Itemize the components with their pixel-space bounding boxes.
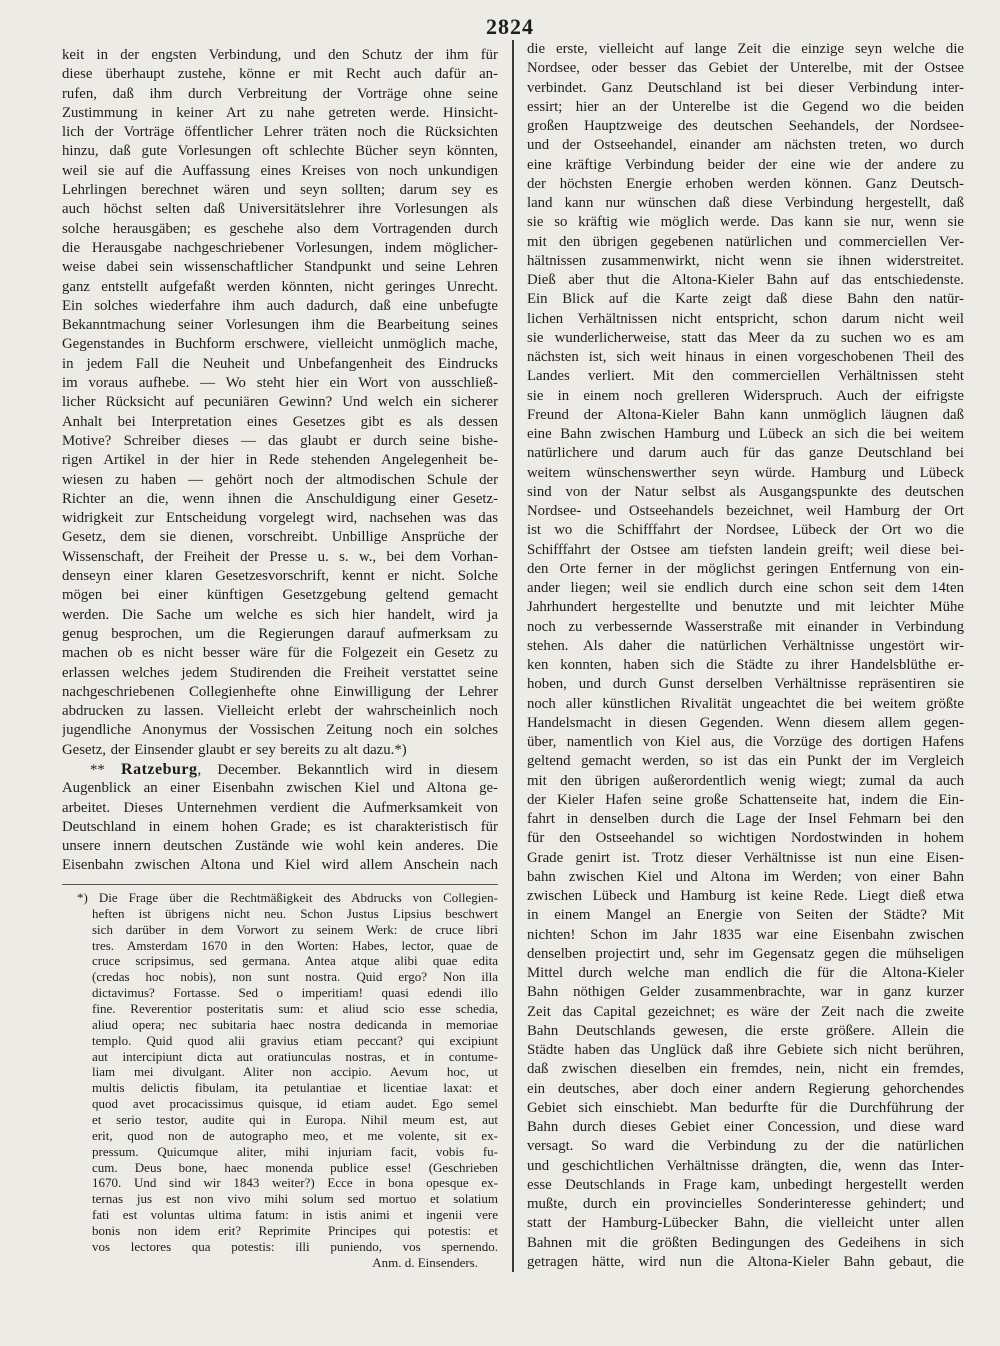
text-line: über, namentlich von Kiel aus, die Vorzüge des dortigen Hafens bbox=[527, 734, 964, 750]
text-line: essirt; hier an der Unterelbe ist die Gegend wo die beiden bbox=[527, 98, 964, 115]
text-line: fahrt in denselben durch die Lage der Insel Fehmarn bei den bbox=[527, 811, 964, 827]
text-line: nichten! Schon im Jahr 1835 war eine Eisenbahn zwischen bbox=[527, 926, 964, 943]
text-line: der Kieler Hafen seine große Schattenseite hat, indem die Ein- bbox=[527, 791, 964, 808]
text-line: bahn zwischen Kiel und Altona im Werden; von einer Bahn bbox=[527, 868, 964, 885]
text-line: Jahrhundert hergestellte und benutzte und mit leichter Mühe bbox=[527, 599, 964, 616]
text-line: Grade genirt ist. Trotz dieser Verhältnisse ist nun eine Eisen- bbox=[527, 849, 964, 866]
text-line: Eisenbahn zwischen Altona und Kiel wird allem Anschein nach bbox=[62, 857, 498, 874]
text-line: genug besprochen, um die Regierungen darauf aufmerksam zu bbox=[62, 625, 498, 642]
text-line: lichen Verhältnissen nicht entspricht, schon darum nicht weil bbox=[527, 310, 964, 327]
text-line: keit in der engsten Verbindung, und den Schutz der ihm für bbox=[62, 47, 498, 63]
text-line: vos lectores qua potestis: illi puniendo, vos spernendo. bbox=[92, 1238, 498, 1254]
text-line: natürlichere und darum auch für das ganze Deutschland bei bbox=[527, 445, 964, 462]
text-line: eine kräftige Verbindung beider der eine wie der andere zu bbox=[527, 156, 964, 173]
text-line: hältnissen zusammenwirkt, nicht wenn sie ihnen widerstreitet. bbox=[527, 252, 964, 269]
text-line: und der Ostseehandel, einander am nächsten treten, wo durch bbox=[527, 137, 964, 154]
text-line: et serio testor, audite qui in Europa. Nihil meum est, aut bbox=[92, 1112, 498, 1128]
text-line: Augenblick an einer Eisenbahn zwischen Kiel und Altona ge- bbox=[62, 780, 498, 797]
text-line: Handelsmacht in diesen Gegenden. Wenn diesem allem gegen- bbox=[527, 714, 964, 731]
text-line: Zustimmung in keiner Art zu nahe getreten werde. Hinsicht- bbox=[62, 104, 498, 121]
text-line: abdrucken zu lassen. Vielleicht erlebt der wahrscheinlich noch bbox=[62, 703, 498, 720]
text-line: ganz entstellt aufgefaßt werden könnten, nicht geringes Unrecht. bbox=[62, 278, 498, 295]
text-line: der höchsten Energie erhoben werden können. Ganz Deutsch- bbox=[527, 175, 964, 192]
text-line: ander liegen; weil sie endlich durch eine schon seit dem 14ten bbox=[527, 580, 964, 596]
text-line: solche herausgäben; es geschehe also dem Vortragenden durch bbox=[62, 220, 498, 237]
text-line: zwischen Lübeck und Hamburg ist keine Rede. Liegt dieß etwa bbox=[527, 888, 964, 904]
text-line: auch höchst selten daß Universitätslehrer ihre Vorlesungen als bbox=[62, 201, 498, 218]
text-line: multis delictis fibulam, ita petulantiae et licentiae laxat: et bbox=[92, 1080, 498, 1096]
right-column-body bbox=[527, 40, 964, 1272]
text-line: geltend gemacht werden, so ist das ein Punkt der im Vergleich bbox=[527, 753, 964, 770]
text-line: *) Die Frage über die Rechtmäßigkeit des Abdrucks von Collegien- bbox=[77, 890, 498, 905]
text-line: Gebiet sich einschiebt. Man bedurfte für die Durchführung der bbox=[527, 1099, 964, 1116]
text-line: eine Bahn zwischen Hamburg und Lübeck an sich die bei weitem bbox=[527, 426, 964, 442]
text-line: die Herausgabe nachgeschriebener Vorlesungen, indem möglicher- bbox=[62, 239, 498, 256]
text-line: Landes verliert. Mit den commerciellen Verhältnissen steht bbox=[527, 368, 964, 385]
footnote bbox=[77, 890, 498, 1271]
text-line: mit den übrigen außerordentlich wenig wiegt; zumal da auch bbox=[527, 772, 964, 789]
text-line: für den Ostseehandel so wichtigen Nordostwinden in hohem bbox=[527, 830, 964, 847]
text-line: liam mei divulgant. Aliter non accipio. Aevum hoc, ut bbox=[92, 1064, 498, 1080]
text-line: versagt. So ward die Verbindung zu der die natürlichen bbox=[527, 1138, 964, 1155]
text-line: hoben, und durch Gunst derselben Verhältnisse repräsentiren sie bbox=[527, 676, 964, 693]
text-line: Zeit das Capital gezeichnet; es wäre der Zeit nach die zweite bbox=[527, 1003, 964, 1020]
text-line: Gesetz, der Einsender glaubt er sey bereits zu alt dazu.*) bbox=[62, 741, 407, 758]
text-line: sie in einem noch grelleren Widerspruch. Auch der eifrigste bbox=[527, 387, 964, 404]
text-line: cum. Deus bone, haec monenda publice esse! (Geschrieben bbox=[92, 1159, 498, 1175]
text-line: denselben projectirt und, sehr im Gegensatz gegen die mühseligen bbox=[527, 945, 964, 962]
text-line: Schifffahrt der Ostsee am tiefsten landein greift; weil diese bei- bbox=[527, 541, 964, 558]
text-line: sie wunderlicherweise, statt das Meer da zu suchen wo es am bbox=[527, 329, 964, 346]
text-line: ken konnten, haben sich die Städte zu ihrer Handelsblüthe er- bbox=[527, 657, 964, 673]
text-line: Wissenschaft, der Freiheit der Presse u. s. w., bei dem Vorhan- bbox=[62, 548, 498, 565]
left-column bbox=[62, 46, 498, 876]
text-line: statt der Hamburg-Lübecker Bahn, die vielleicht unter allen bbox=[527, 1215, 964, 1232]
text-line: weise dabei sein wissenschaftlicher Standpunkt und seine Lehren bbox=[62, 259, 498, 276]
text-line: werden. Die Sache um welche es sich hier handelt, wird ja bbox=[62, 606, 498, 623]
text-line: ist wo die Schifffahrt der Nordsee, Lübeck der Ort wo die bbox=[527, 522, 964, 539]
text-line: 1670. Und sind wir 1843 weiter?) Ecce in bona opesque ex- bbox=[92, 1175, 498, 1191]
text-line: ternas jus est non vivo mihi solum sed mortuo et solatium bbox=[92, 1191, 498, 1207]
text-line: jugendliche Anonymus der Vossischen Zeitung noch ein solches bbox=[62, 722, 498, 739]
text-line: noch aller künstlichen Rivalität ungeachtet die bei weitem größte bbox=[527, 695, 964, 712]
text-line: Gegenstandes in Buchform erschwere, vielleicht unmöglich mache, bbox=[62, 336, 498, 353]
text-line: unsere innern deutschen Zustände wie wohl kein anderes. Die bbox=[62, 838, 498, 855]
text-line: machen ob es nicht besser wäre für die Folgezeit ein Gesetz zu bbox=[62, 645, 498, 662]
page-number: 2824 bbox=[486, 14, 534, 39]
text-line: den Orte ferner in der möglichst geringen Entfernung von ein- bbox=[527, 560, 964, 577]
text-line: heften ist übrigens nicht neu. Schon Justus Lipsius beschwert bbox=[92, 905, 498, 921]
text-line: denseyn einer klaren Gesetzesvorschrift, kennt er nicht. Solche bbox=[62, 568, 498, 585]
text-line: pressum. Quicumque aliter, mihi injuriam facit, vobis fu- bbox=[92, 1143, 498, 1159]
text-line: Ein solches wiederfahre ihm auch dadurch, daß eine unbefugte bbox=[62, 297, 498, 314]
text-line: Nordsee, oder besser das Gebiet der Unterelbe, mit der Ostsee bbox=[527, 60, 964, 77]
text-line: rufen, daß ihm durch Verbreitung der Vorträge ohne seine bbox=[62, 85, 498, 102]
article-2 bbox=[62, 779, 498, 875]
article-2-heading bbox=[62, 760, 498, 779]
text-line: und geschichtlichen Verhältnisse drängten, die, wenn das Inter- bbox=[527, 1157, 964, 1174]
text-line: diese überhaupt zustehe, könne er mit Recht auch dafür an- bbox=[62, 66, 498, 83]
text-line: in jedem Fall die Neuheit und Unbefangenheit des Eindrucks bbox=[62, 355, 498, 372]
text-line: Mittel durch welche man endlich die für die Altona-Kieler bbox=[527, 965, 964, 981]
text-line: in einem Mangel an Energie von Seiten der Städte? Mit bbox=[527, 907, 964, 924]
text-line: ein deutsches, aber doch einer andern Regierung gehorchendes bbox=[527, 1080, 964, 1097]
text-line: widrigkeit zur Entscheidung vorgelegt wird, nachsehen was das bbox=[62, 510, 498, 527]
text-line: erlassen welches jedem Studirenden die Freiheit verstattet seine bbox=[62, 664, 498, 681]
text-line: rigen Artikel in der hier in Rede stehenden Angelegenheit be- bbox=[62, 452, 498, 469]
text-line: Lehrlingen berechnet wären und seyn sollten; darum sey es bbox=[62, 182, 498, 199]
text-line: sich darüber in dem Vorwort zu seinem Werk: de cruce libri bbox=[92, 921, 498, 937]
text-line: nachgeschriebenen Collegienhefte ohne Einwilligung der Lehrer bbox=[62, 683, 498, 700]
text-line: Freund der Altona-Kieler Bahn kann unmöglich läugnen daß bbox=[527, 406, 964, 423]
text-line: arbeitet. Dieses Unternehmen verdient die Aufmerksamkeit von bbox=[62, 799, 498, 816]
text-line: licher Rücksicht auf pecuniären Gewinn? Und welch ein sicherer bbox=[62, 394, 498, 411]
text-line: sind von der Natur selbst als Ausgangspunkte des deutschen bbox=[527, 483, 964, 500]
text-line: Bahn nöthigen Gelder zusammenbrachte, war in ganz kurzer bbox=[527, 984, 964, 1001]
text-line: Motive? Schreiber dieses — das glaubt er durch seine bishe- bbox=[62, 432, 498, 449]
text-line: (credas hoc nobis), non sunt nostra. Quid ergo? Non illa bbox=[92, 969, 498, 985]
text-line: wiesen zu haben — gehört noch der altmodischen Schule der bbox=[62, 471, 498, 488]
text-line: nächsten ist, sich weit hinaus in einen vorgeschobenen Theil des bbox=[527, 349, 964, 365]
text-line: hinzu, daß gute Vorlesungen oft schlechte Bücher seyn könnten, bbox=[62, 143, 498, 160]
text-line: erit, quod non de autographo meo, et me volente, sit ex- bbox=[92, 1127, 498, 1143]
text-line: Bahnen mit die größten Bedingungen des Gedeihens in sich bbox=[527, 1234, 964, 1251]
text-line: tres. Amsterdam 1670 in den Worten: Habes, lector, quae de bbox=[92, 937, 498, 953]
text-line: Deutschland in einem hohen Grade; es ist charakteristisch für bbox=[62, 818, 498, 835]
text-line: mußte, durch ein provincielles Sonderinteresse gehindert; und bbox=[527, 1196, 964, 1212]
heading-text: , December. Bekanntlich wird in diesem bbox=[197, 761, 498, 778]
heading-marker: ** bbox=[90, 761, 122, 778]
text-line: verbindet. Ganz Deutschland ist bei dieser Verbindung inter- bbox=[527, 79, 964, 96]
text-line: Bahn durch dieses Gebiet einer Concession, und diese ward bbox=[527, 1119, 964, 1135]
footnote-rule bbox=[62, 884, 498, 885]
text-line: daß zwischen dieselben ein fremdes, nein, nicht ein fremdes, bbox=[527, 1061, 964, 1078]
text-line: aut intercipiunt dicta aut oratiunculas nostras, et in contume- bbox=[92, 1048, 498, 1064]
text-line: esse Deutschlands in Frage kam, unbedingt hergestellt werden bbox=[527, 1176, 964, 1193]
text-line: cruce scripsimus, sed germana. Antea atque alibi quae edita bbox=[92, 953, 498, 969]
text-line: bonis non idem erit? Reprimite Principes qui potestis: et bbox=[92, 1223, 498, 1239]
text-line: großen Hauptzweige des deutschen Seehandels, der Nordsee- bbox=[527, 118, 964, 134]
text-line: mögen bei einer künftigen Gesetzgebung geltend gemacht bbox=[62, 587, 498, 604]
text-line: Ein Blick auf die Karte zeigt daß diese Bahn den natür- bbox=[527, 291, 964, 308]
heading-place: Ratzeburg bbox=[121, 760, 198, 778]
text-line: Richter an die, wenn ihnen die Anschuldigung einer Gesetz- bbox=[62, 490, 498, 507]
text-line: mit den übrigen gegebenen natürlichen und commerciellen Ver- bbox=[527, 233, 964, 250]
text-line: stehen. Als daher die natürlichen Verhältnisse ungestört wir- bbox=[527, 637, 964, 654]
text-line: weitem wünschenswerther seyn würde. Hamburg und Lübeck bbox=[527, 464, 964, 481]
text-line: Dieß aber thut die Altona-Kieler Bahn auf das entschiedenste. bbox=[527, 272, 964, 288]
text-line: im voraus aufhebe. — Wo steht hier ein Wort von ausschließ- bbox=[62, 375, 498, 392]
text-line: dictavimus? Fortasse. Sed o imperitiam! quasi edendi illo bbox=[92, 985, 498, 1001]
text-line: Gesetz, dem sie dienen, vorschreibt. Unbillige Ansprüche der bbox=[62, 529, 498, 546]
text-line: fati est voluntas ultima fatum: in istis animi et ingenii vere bbox=[92, 1207, 498, 1223]
text-line: Bahn Deutschlands gewesen, die erste größere. Allein die bbox=[527, 1022, 964, 1039]
text-line: die erste, vielleicht auf lange Zeit die einzige seyn welche die bbox=[527, 41, 964, 57]
text-line: templo. Quid quod alii gravius etiam peccant? qui excipiunt bbox=[92, 1032, 498, 1048]
right-column bbox=[527, 40, 964, 1272]
text-line: Anhalt bei Interpretation eines Gesetzes gibt es als dessen bbox=[62, 413, 498, 430]
text-line: sie so kräftig wie möglich werde. Das kann sie nur, wenn sie bbox=[527, 214, 964, 231]
text-line: weil sie auf die Auffassung eines Kreises von noch unkundigen bbox=[62, 162, 498, 179]
text-line: Nordsee- und Ostseehandels bezeichnet, weil Hamburg der Ort bbox=[527, 503, 964, 519]
text-line: quod avet procacissimus quisque, id etiam audet. Ego semel bbox=[92, 1096, 498, 1112]
text-line: Städte haben das Unglück daß ihre Gebiete sich nicht berühren, bbox=[527, 1042, 964, 1058]
text-line: land kann nur wünschen daß diese Verbindung hergestellt, daß bbox=[527, 195, 964, 211]
text-line: lich der Vorträge öffentlicher Lehrer träten noch die Rücksichten bbox=[62, 124, 498, 141]
text-line: aliud opera; nec subitaria haec nostra dedicanda in memoriae bbox=[92, 1016, 498, 1032]
column-divider bbox=[512, 40, 514, 1272]
footnote-signature: Anm. d. Einsenders. bbox=[372, 1254, 478, 1270]
text-line: noch zu verbessernde Wasserstraße mit einander in Verbindung bbox=[527, 618, 964, 635]
footnote-body bbox=[77, 890, 498, 1255]
text-line: fine. Reverentior posteritatis sum: et aliud scio esse schedia, bbox=[92, 1001, 498, 1017]
text-line: getragen hätte, wird nun die Altona-Kieler Bahn gebaut, die bbox=[527, 1253, 964, 1270]
text-line: Bekanntmachung seiner Vorlesungen ihm die Bearbeitung seines bbox=[62, 317, 498, 334]
article-1 bbox=[62, 46, 498, 760]
